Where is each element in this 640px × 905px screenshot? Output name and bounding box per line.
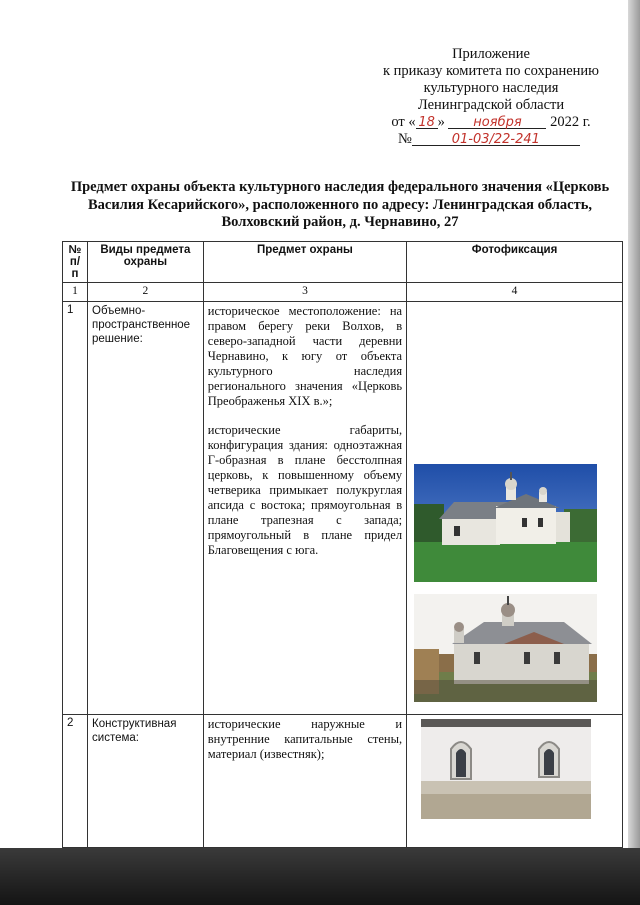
column-number-row	[63, 283, 623, 302]
header-line-heritage: культурного наследия	[423, 80, 559, 96]
document-title: Предмет охраны объекта культурного наследия федерального значения «Церковь Василия Кесарийского», расположенного по адресу: Ленинградская область, Волховский район, д. Чернавино, 27	[70, 179, 610, 230]
header-line-appendix: Приложение	[452, 46, 530, 62]
row-subject	[203, 302, 406, 715]
row-photos	[407, 302, 623, 715]
header-num: № п/п	[63, 242, 88, 283]
row-kind: Конструктивная система:	[88, 715, 204, 848]
header-line-order: к приказу комитета по сохранению	[382, 63, 599, 79]
scan-bottom-shadow	[0, 848, 640, 905]
date-mid: »	[437, 114, 445, 130]
col-number: 1	[63, 283, 88, 302]
date-year: 2022 г.	[550, 114, 591, 130]
subject-location: историческое местоположение: на правом берегу реки Волхов, в северо-западной части деревни Чернавино, к югу от объекта культурного наследия регионального значения «Церковь Преображенья XIX в.»;	[207, 304, 403, 408]
table-row	[63, 302, 623, 715]
table-header-row	[63, 242, 623, 283]
row-number: 2	[63, 715, 88, 848]
row-kind: Объемно-пространственное решение:	[88, 302, 204, 715]
header-line-region: Ленинградской области	[417, 97, 565, 113]
header-photo: Фотофиксация	[407, 242, 623, 283]
row-subject	[203, 715, 406, 848]
order-number-handwritten: 01-03/22-241	[451, 132, 540, 147]
header-date-row	[360, 114, 622, 131]
header-number-row	[360, 131, 622, 148]
col-number: 3	[203, 283, 406, 302]
wall-windows-photo	[421, 719, 591, 819]
number-prefix: №	[398, 131, 412, 147]
header-kind: Виды предмета охраны	[88, 242, 204, 283]
church-photo-autumn	[414, 594, 597, 702]
page-edge-shadow	[628, 0, 640, 905]
date-prefix: от «	[391, 114, 416, 130]
subject-walls: исторические наружные и внутренние капитальные стены, материал (известняк);	[207, 717, 403, 761]
protection-subject-table	[62, 241, 623, 848]
col-number: 2	[88, 283, 204, 302]
col-number: 4	[407, 283, 623, 302]
date-day-handwritten: 18	[418, 115, 435, 130]
row-number: 1	[63, 302, 88, 715]
appendix-header	[360, 46, 622, 148]
header-subject: Предмет охраны	[203, 242, 406, 283]
table-row	[63, 715, 623, 848]
row-photos	[407, 715, 623, 848]
date-month-handwritten: ноября	[473, 115, 522, 130]
church-photo-summer	[414, 464, 597, 582]
subject-dimensions: исторические габариты, конфигурация здания: одноэтажная Г-образная в плане бесстолпная церковь, к повышенному объему четверика примыкает полукруглая апсида с востока; прямоугольная в плане трапезная с запада; прямоугольный в плане придел Благовещения с юга.	[207, 423, 403, 557]
